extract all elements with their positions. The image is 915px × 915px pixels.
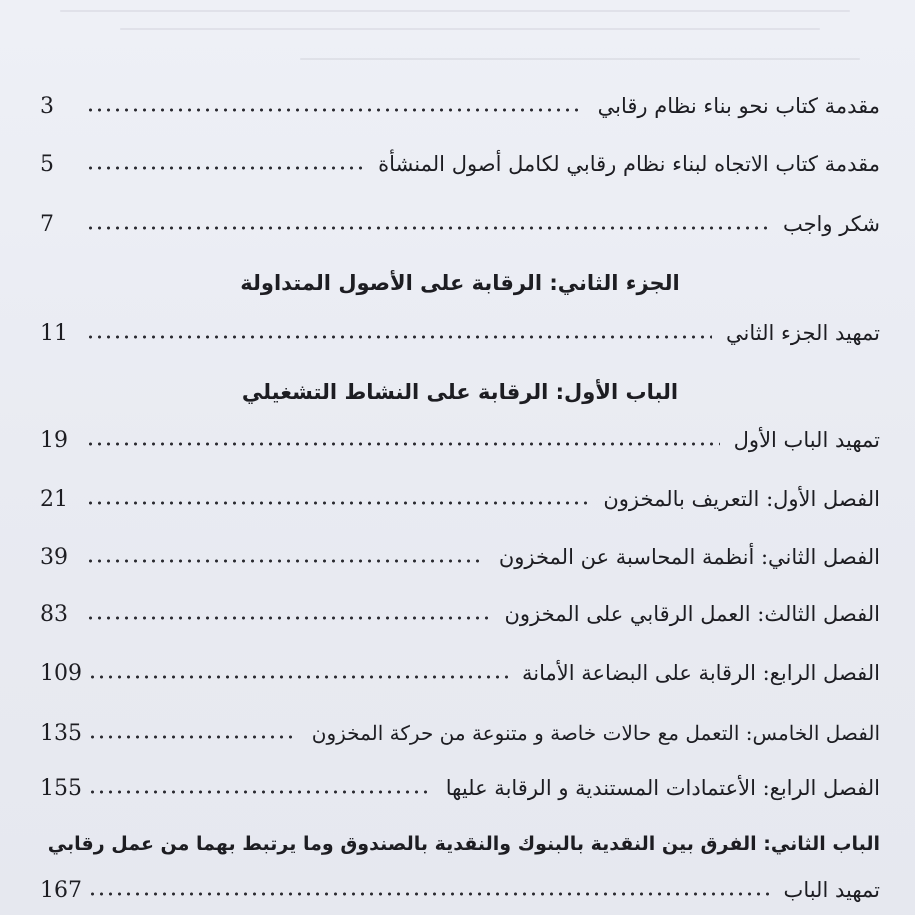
- dot-leader: [88, 674, 508, 680]
- toc-entry-page: 83: [40, 601, 68, 627]
- bleed-through-text: [0, 0, 915, 40]
- toc-entry-page: 19: [40, 427, 68, 453]
- dot-leader: [86, 500, 589, 506]
- toc-entry[interactable]: [40, 204, 880, 244]
- toc-entry-page: 155: [40, 775, 82, 801]
- toc-entry-page: 7: [40, 211, 54, 237]
- toc-entry-page: 21: [40, 486, 68, 512]
- toc-entry-title: مقدمة كتاب نحو بناء نظام رقابي: [597, 94, 880, 118]
- toc-entry[interactable]: [40, 653, 880, 693]
- toc-entry-page: 11: [40, 320, 68, 346]
- dot-leader: [86, 334, 712, 340]
- toc-entry[interactable]: [40, 313, 880, 353]
- toc-entry-page: 167: [40, 877, 82, 903]
- toc-entry-title: تمهيد الباب: [783, 878, 880, 902]
- dot-leader: [88, 891, 770, 897]
- toc-entry[interactable]: [40, 870, 880, 910]
- toc-entry-title: تمهيد الجزء الثاني: [726, 321, 880, 345]
- dot-leader: [88, 789, 432, 795]
- dot-leader: [86, 165, 364, 171]
- dot-leader: [88, 734, 298, 740]
- section-heading-part-two: الجزء الثاني: الرقابة على الأصول المتداولة: [240, 271, 680, 295]
- dot-leader: [86, 441, 720, 447]
- toc-entry-title: الفصل الرابع: الأعتمادات المستندية و الرقابة عليها: [445, 776, 880, 800]
- toc-entry-title: تمهيد الباب الأول: [733, 428, 880, 452]
- toc-entry-title: مقدمة كتاب الاتجاه لبناء نظام رقابي لكامل أصول المنشأة: [378, 152, 880, 176]
- section-heading-chapter-one: الباب الأول: الرقابة على النشاط التشغيلي: [241, 380, 679, 404]
- dot-leader: [86, 225, 769, 231]
- dot-leader: [86, 558, 485, 564]
- dot-leader: [86, 107, 584, 113]
- bleed-through-text: [0, 42, 915, 82]
- toc-entry-title: الفصل الخامس: التعمل مع حالات خاصة و متنوعة من حركة المخزون: [311, 721, 880, 745]
- dot-leader: [86, 615, 491, 621]
- toc-entry-page: 135: [40, 720, 82, 746]
- toc-entry-title: الفصل الثالث: العمل الرقابي على المخزون: [504, 602, 880, 626]
- toc-entry[interactable]: [40, 86, 880, 126]
- toc-entry[interactable]: [40, 479, 880, 519]
- toc-entry-page: 5: [40, 151, 54, 177]
- toc-entry-title: الفصل الرابع: الرقابة على البضاعة الأمانة: [522, 661, 880, 685]
- toc-entry-title: شكر واجب: [782, 212, 880, 236]
- toc-entry-title: الفصل الأول: التعريف بالمخزون: [603, 487, 880, 511]
- toc-entry[interactable]: [40, 537, 880, 577]
- toc-entry-page: 39: [40, 544, 68, 570]
- toc-entry-title: الفصل الثاني: أنظمة المحاسبة عن المخزون: [498, 545, 880, 569]
- toc-entry-page: 3: [40, 93, 54, 119]
- toc-entry[interactable]: [40, 594, 880, 634]
- toc-entry[interactable]: [40, 768, 880, 808]
- toc-entry[interactable]: [40, 144, 880, 184]
- section-heading-chapter-two: الباب الثاني: الفرق بين النقدية بالبنوك والنقدية بالصندوق وما يرتبط بهما من عمل رقابي: [47, 833, 880, 855]
- toc-entry-page: 109: [40, 660, 82, 686]
- toc-entry[interactable]: [40, 420, 880, 460]
- toc-entry[interactable]: [40, 713, 880, 753]
